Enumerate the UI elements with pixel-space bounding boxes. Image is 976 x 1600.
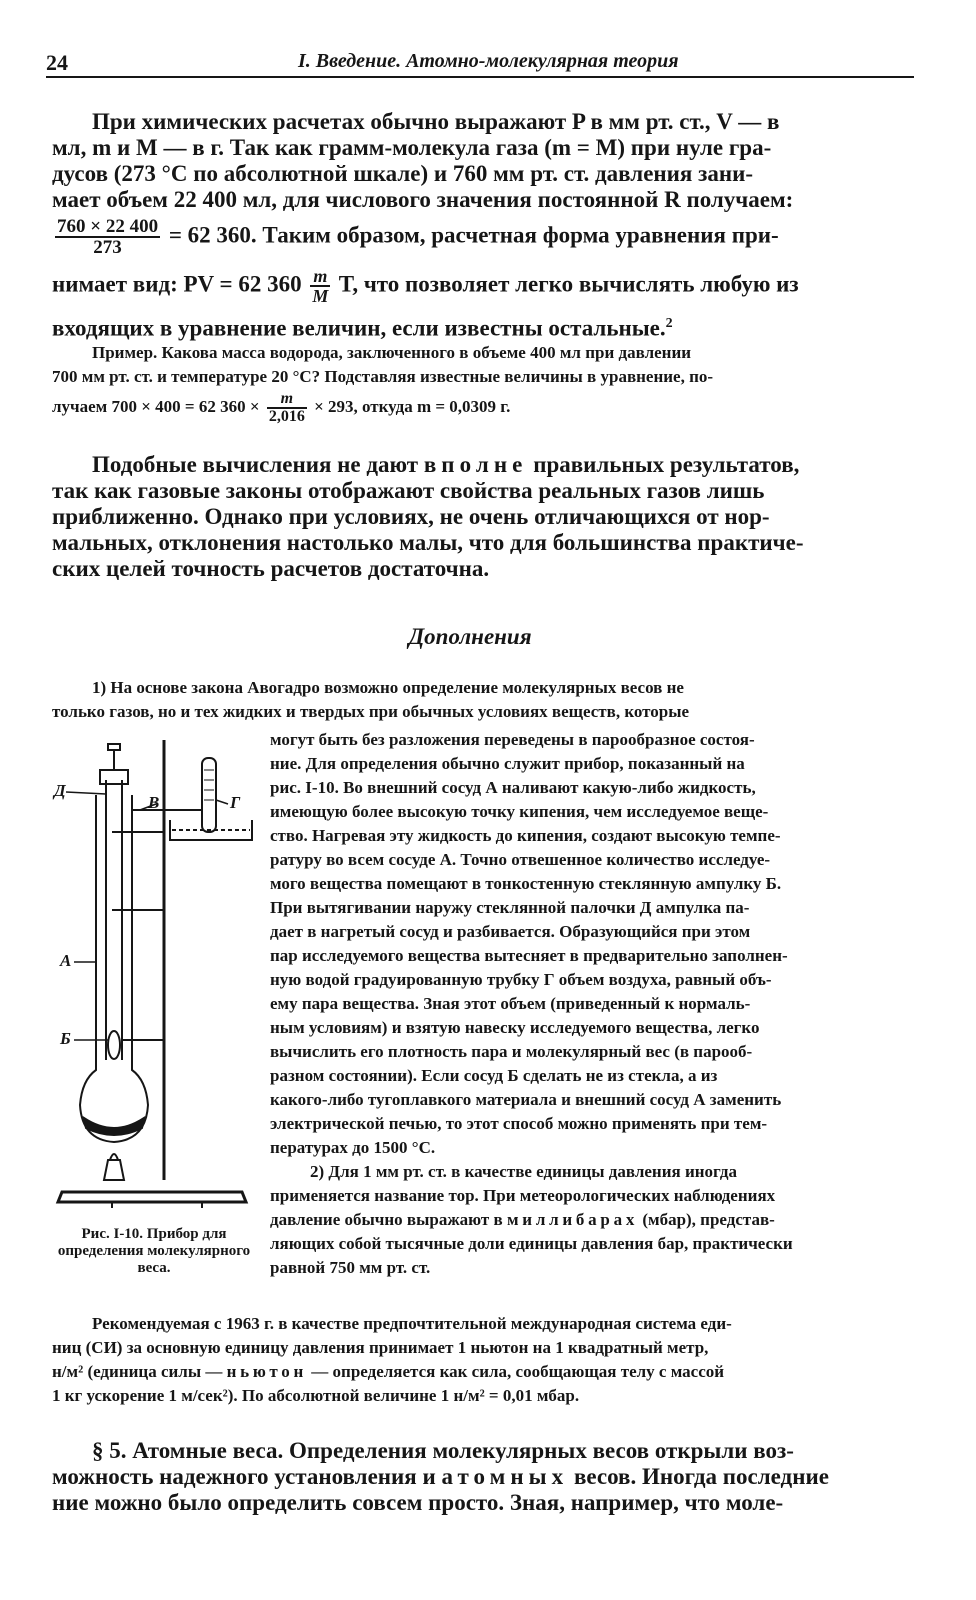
intro-fraction-line [52, 217, 908, 257]
spaced-emphasis: миллибарах [506, 1210, 639, 1229]
supplement-line: ему пара вещества. Зная этот объем (приведенный к нормаль- [270, 994, 751, 1013]
paragraph-text: Подобные вычисления не дают [92, 452, 419, 477]
supplement-line: разном состоянии). Если сосуд Б сделать не из стекла, а из [270, 1066, 718, 1085]
figure-label-b: Б [60, 1029, 71, 1048]
label-leader [66, 792, 106, 794]
example-line: 700 мм рт. ст. и температуре 20 °С? Подставляя известные величины в уравнение, по- [52, 367, 714, 386]
section-5-line: ние можно было определить совсем просто. Зная, например, что моле- [52, 1490, 784, 1515]
paragraph-line: приближенно. Однако при условиях, не очень отличающихся от нор- [52, 504, 770, 529]
example-line: Пример. Какова масса водорода, заключенного в объеме 400 мл при давлении [92, 343, 692, 362]
supplement-line: ным условиям) и взятую навеску исследуемого вещества, легко [270, 1018, 760, 1037]
fraction [310, 267, 330, 305]
supplement-line: только газов, но и тех жидких и твердых при обычных условиях веществ, которые [52, 702, 690, 721]
intro-line: мл, m и M — в г. Так как грамм-молекула газа (m = M) при нуле гра- [52, 135, 772, 160]
supplement-line: 1) На основе закона Авогадро возможно определение молекулярных весов не [92, 678, 684, 697]
page-number: 24 [46, 50, 68, 75]
fraction-numerator: m [267, 391, 307, 409]
supplement-intro [52, 676, 908, 724]
fraction-numerator: 760 × 22 400 [57, 216, 159, 237]
stopper [100, 770, 128, 784]
supplement-line: какого-либо тугоплавкого материала и внешний сосуд А заменить [270, 1090, 782, 1109]
page-header [46, 44, 914, 76]
supplement-line: ную водой градуированную трубку Г объем воздуха, равный объ- [270, 970, 772, 989]
burner [104, 1160, 124, 1180]
stand-base [58, 1192, 246, 1202]
side-tube-v [132, 810, 202, 822]
section-5-paragraph [52, 1438, 908, 1516]
footnote-marker: 2 [665, 316, 673, 331]
si-line: ниц (СИ) за основную единицу давления принимает 1 ньютон на 1 квадратный метр, [52, 1338, 709, 1357]
intro-text: нимает вид: PV = 62 360 [52, 271, 302, 297]
fraction-denominator: M [312, 286, 329, 306]
section-5-text: весов. Иногда последние [574, 1464, 829, 1489]
supplement-line: 2) Для 1 мм рт. ст. в качестве единицы давления иногда [310, 1162, 738, 1181]
section-title: Дополнения [408, 624, 532, 649]
si-line: Рекомендуемая с 1963 г. в качестве предпочтительной международная система еди- [92, 1314, 732, 1333]
paragraph-line: ских целей точность расчетов достаточна. [52, 556, 490, 581]
si-line: 1 кг ускорение 1 м/сек²). По абсолютной величине 1 н/м² = 0,01 мбар. [52, 1386, 580, 1405]
si-text: н/м² (единица силы — [52, 1362, 223, 1381]
intro-text: входящих в уравнение величин, если известны остальные. [52, 315, 666, 341]
intro-text: T, что позволяет легко вычислять любую из [338, 271, 799, 297]
figure-caption: Рис. I-10. Прибор для определения молекулярного веса. [57, 1226, 251, 1276]
supplement-line: имеющую более высокую точку кипения, чем исследуемое веще- [270, 802, 769, 821]
supplement-line: дает в нагретый сосуд и разбивается. Образующийся при этом [270, 922, 751, 941]
supplement-line: ство. Нагревая эту жидкость до кипения, создают высокую темпе- [270, 826, 781, 845]
supplement-text: (мбар), представ- [642, 1210, 775, 1229]
fraction-denominator: 2,016 [268, 408, 305, 425]
supplement-line [270, 1208, 908, 1232]
intro-line: мает объем 22 400 мл, для числового значения постоянной R получаем: [52, 187, 794, 212]
si-text: — определяется как сила, сообщающая телу с массой [311, 1362, 725, 1381]
fraction [267, 391, 307, 425]
intro-line: = 62 360. Таким образом, расчетная форма уравнения при- [168, 222, 779, 248]
supplement-text: давление обычно выражают в [270, 1210, 503, 1229]
supplement-line: пературах до 1500 °С. [270, 1138, 436, 1157]
supplement-line: ние. Для определения обычно служит прибор, показанный на [270, 754, 745, 773]
section-5-line: § 5. Атомные веса. Определения молекулярных весов открыли воз- [92, 1438, 794, 1463]
header-rule [46, 76, 914, 78]
example-text: лучаем 700 × 400 = 62 360 × [52, 396, 260, 416]
si-paragraph [52, 1312, 908, 1408]
paragraph-accuracy [52, 452, 908, 582]
intro-formula-line [52, 267, 908, 305]
spaced-emphasis: вполне [423, 452, 528, 477]
supplement-line: применяется название тор. При метеорологических наблюдениях [270, 1186, 776, 1205]
fraction-numerator: m [310, 267, 330, 287]
example-text: × 293, откуда m = 0,0309 г. [314, 396, 511, 416]
example-formula-line [52, 391, 908, 425]
supplement-line: ратуру во всем сосуде А. Точно отвешенное количество исследуе- [270, 850, 771, 869]
supplement-line: вычислить его плотность пара и молекулярный вес (в парооб- [270, 1042, 753, 1061]
figure-label-v: В [148, 793, 160, 812]
supplement-line: равной 750 мм рт. ст. [270, 1258, 431, 1277]
intro-line: дусов (273 °С по абсолютной шкале) и 760 мм рт. ст. давления зани- [52, 161, 754, 186]
supplement-line: пар исследуемого вещества вытесняет в предварительно заполнен- [270, 946, 788, 965]
bulb-liquid [84, 1118, 144, 1135]
supplement-column [270, 728, 908, 1280]
intro-line: При химических расчетах обычно выражают P в мм рт. ст., V — в [92, 109, 780, 134]
paragraph-text: правильных результатов, [533, 452, 800, 477]
supplement-line: ляющих собой тысячные доли единицы давления бар, практически [270, 1234, 793, 1253]
apparatus-figure [52, 740, 262, 1210]
figure-label-a: А [60, 951, 72, 970]
running-title: I. Введение. Атомно-молекулярная теория [298, 50, 679, 72]
example-block [52, 341, 908, 425]
outer-vessel-a [80, 795, 148, 1142]
supplement-line: электрической печью, то этот способ можно применять при тем- [270, 1114, 768, 1133]
supplement-line: могут быть без разложения переведены в парообразное состоя- [270, 730, 755, 749]
paragraph-line [52, 452, 908, 478]
rod-handle [108, 744, 120, 750]
intro-paragraph [52, 109, 908, 342]
si-line [52, 1360, 908, 1384]
label-leader [216, 800, 228, 804]
apparatus-drawing [52, 740, 262, 1210]
spaced-emphasis: атомных [441, 1464, 569, 1489]
ampoule-b [108, 1031, 120, 1059]
section-5-line [52, 1464, 908, 1490]
paragraph-line: так как газовые законы отображают свойства реальных газов лишь [52, 478, 765, 503]
figure-label-g: Г [230, 793, 241, 812]
spaced-emphasis: ньютон [226, 1362, 308, 1381]
section-5-text: можность надежного установления и [52, 1464, 436, 1489]
intro-line [52, 311, 908, 342]
fraction [55, 217, 160, 257]
supplement-line: рис. I-10. Во внешний сосуд А наливают какую-либо жидкость, [270, 778, 756, 797]
fraction-denominator: 273 [93, 237, 122, 258]
paragraph-line: мальных, отклонения настолько малы, что для большинства практиче- [52, 530, 804, 555]
graduated-tube-g [202, 758, 216, 832]
figure-label-d: Д [54, 781, 66, 800]
supplement-line: При вытягивании наружу стеклянной палочки Д ампулка па- [270, 898, 750, 917]
supplement-line: мого вещества помещают в тонкостенную стеклянную ампулку Б. [270, 874, 782, 893]
